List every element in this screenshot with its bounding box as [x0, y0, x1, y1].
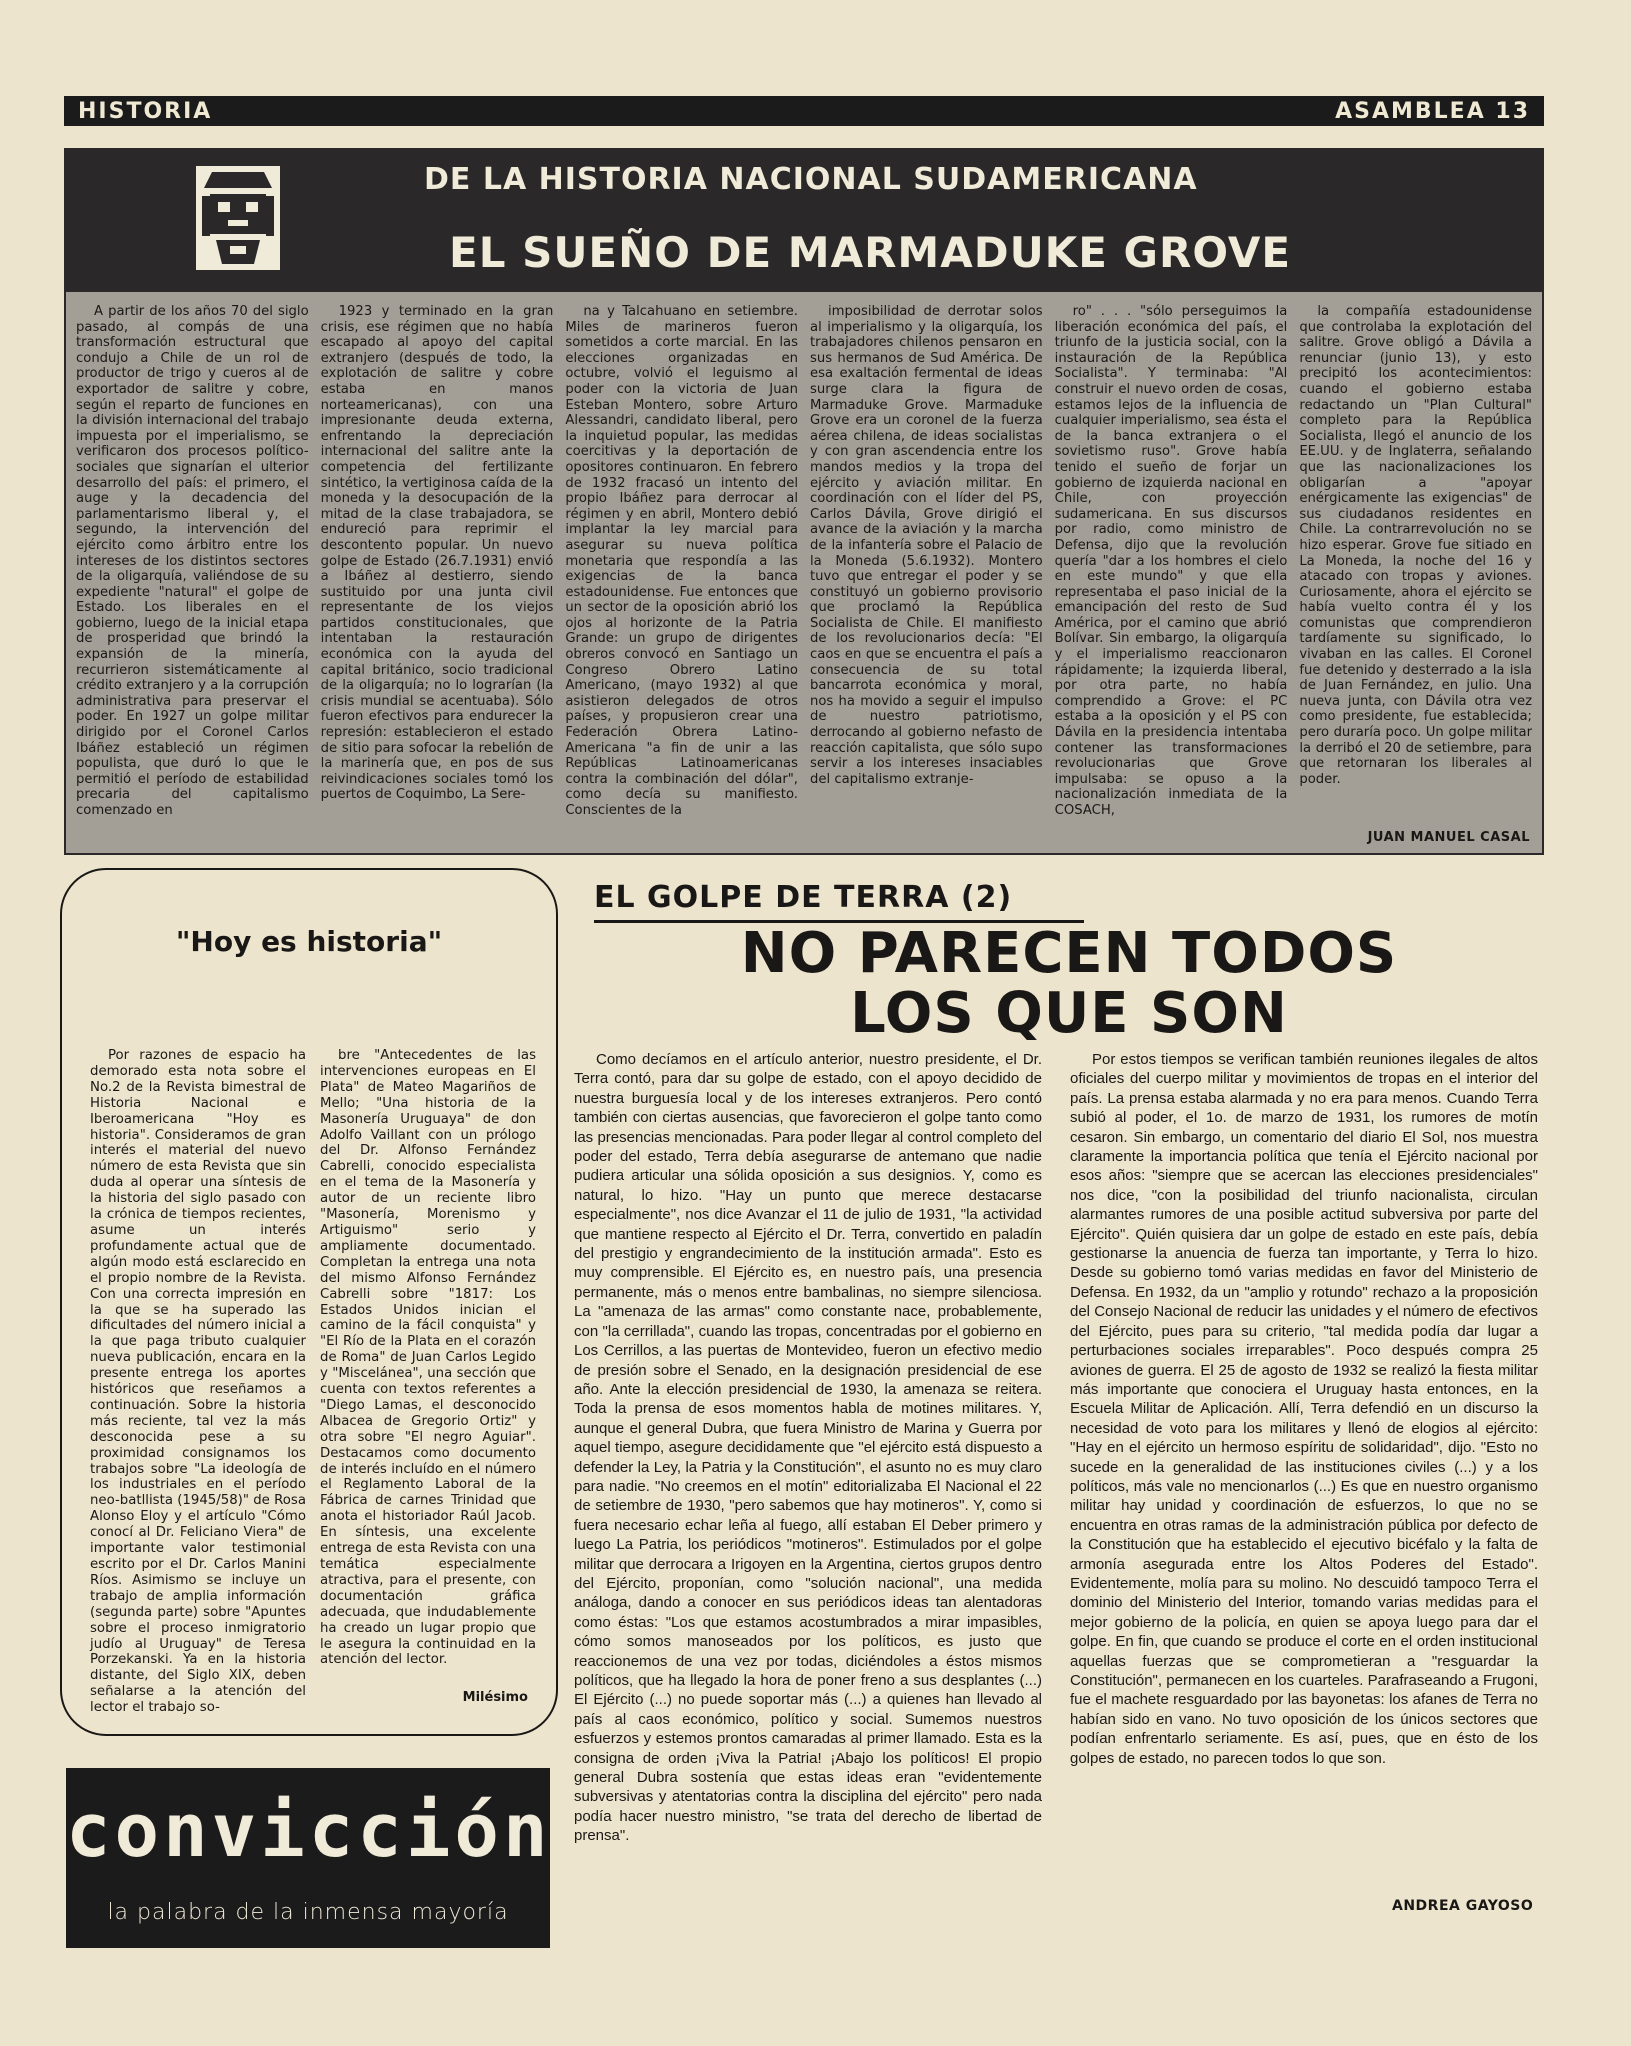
grove-column-5: ro" . . . "sólo perseguimos la liberación económica del país, el triunfo de la justicia social, con la instauración de la República Socialista". Y terminaba: "Al construir el nuevo orden de cosas, estamos lejos de la influencia de cualquier imperialismo, sea ésta el de la banca extranjera o el sovietismo ruso". Grove había tenido el sueño de forjar un gobierno de izquierda nacional en Chile, con proyección sudamericana. En sus discursos por radio, como ministro de Defensa, dijo que la revolución quería "dar a los hombres el cielo en este mundo" y que ella representaba el paso inicial de la emancipación del resto de Sud América, por el camino que abrió Bolívar. Sin embargo, la oligarquía y el imperialismo reaccionaron rápidamente; la izquierda liberal, por otra parte, no había comprendido a Grove: el PC estaba a la oposición y el PS con Dávila en la presidencia intentaba contener las transformaciones revolucionarias que Grove impulsaba: se opuso a la nacionalización inmediata de la COSACH,: [1054, 304, 1288, 818]
page-label: ASAMBLEA 13: [1335, 98, 1530, 124]
terra-byline: ANDREA GAYOSO: [1392, 1898, 1534, 1914]
terra-column-1: Como decíamos en el artículo anterior, nuestro presidente, el Dr. Terra contó, para dar su golpe de estado, con el apoyo decidido de nuestra burguesía local y de los intereses extranjeros. Pero contó también con ciertas ausencias, que favorecieron el golpe tanto como las presencias mencionadas. Para poder llegar al control completo del poder del estado, Terra debía asegurarse de antemano que nadie pudiera articular una sólida oposición a sus designios. Y, como es natural, lo hizo. "Hay un punto que merece destacarse especialmente", nos dice Avanzar el 11 de julio de 1931, "la actividad que mantiene respecto al Ejército el Dr. Terra, convertido en paladín del prestigio y engrandecimiento de la institución armada". Esto es muy comprensible. El Ejército es, en nuestro país, una presencia permanente, más o menos entre bambalinas, no siempre silenciosa. La "amenaza de las armas" como constante nace, probablemente, con "la cerrillada", cuando las tropas, concentradas por el gobierno en Los Cerrillos, a las puertas de Montevideo, fueron un efectivo medio de presión sobre el Senado, en la designación presidencial de ese año. Ante la elección presidencial de 1930, la amenaza se reitera. Toda la prensa de esos momentos habla de motines militares. Y, aunque el general Dubra, que fuera Ministro de Marina y Guerra por aquel tiempo, asegure decididamente que "el ejército está dispuesto a defender la Ley, la Patria y la Constitución", el asunto no es muy claro para nadie. "No creemos en el motín" editorializaba El Nacional el 22 de setiembre de 1930, "pero sabemos que hay motineros". Y, como si fuera necesario echar leña al fuego, allí estaban El Deber primero y luego La Patria, los periódicos "motineros". Estimulados por el golpe militar que derrocara a Irigoyen en la Argentina, ciertos grupos dentro del Ejército, proponían, como "solución nacional", una medida análoga, dando a conocer en sus periódicos ideas tan alentadoras como éstas: "Los que estamos acostumbrados a mirar impasibles, cómo somos manoseados por los políticos, es justo que reaccionemos de una vez por todas, diciéndoles a éstos mismos políticos, que ha llegado la hora de poner freno a sus desplantes (...) El Ejército (...) no puede soportar más (...) a quienes han llevado al país al caos económico, político y social. Sumemos nuestros esfuerzos y estemos prontos camaradas al primer llamado. Esta es la consigna de orden ¡Viva la Patria! ¡Abajo los políticos! El propio general Dubra sostenía que estas ideas eran "evidentemente subversivas y atentatorias contra la disciplina del ejército" pero nada podía hacer nuestro ministro, "se trata del derecho de libertad de prensa".: [574, 1051, 1042, 1845]
terra-kicker: EL GOLPE DE TERRA (2): [594, 880, 1084, 923]
grove-column-6: la compañía estadounidense que controlaba la explotación del salitre. Grove obligó a Dávila a renunciar (junio 13), y esto precipitó los acontecimientos: cuando el gobierno estaba redactando un "Plan Cultural" completo para la República Socialista, llegó el anuncio de los EE.UU. y de Inglaterra, señalando que las nacionalizaciones los obligarían a "apoyar enérgicamente las exigencias" de sus ciudadanos residentes en Chile. La contrarrevolución no se hizo esperar. Grove fue sitiado en La Moneda, la noche del 16 y atacado con tropas y aviones. Curiosamente, ahora el ejército se había vuelto contra él y los comunistas que comprendieron tardíamente su significado, lo vivaban en las calles. El Coronel fue detenido y desterrado a la isla de Juan Fernández, en julio. Una nueva junta, con Dávila otra vez como presidente, fue establecida; pero duraría poco. Un golpe militar la derribó el 20 de setiembre, para que retornaran los liberales al poder.: [1299, 304, 1532, 787]
grove-column-2: 1923 y terminado en la gran crisis, ese régimen que no había escapado al apoyo del capital extranjero (después de todo, la explotación de salitre y cobre estaba en manos norteamericanas), con una impresionante deuda externa, enfrentando la depreciación internacional del salitre ante la competencia del fertilizante sintético, la vertiginosa caída de la moneda y la desocupación de la mitad de la clase trabajadora, se endureció para reprimir el descontento popular. Un nuevo golpe de Estado (26.7.1931) envió a Ibáñez al destierro, siendo sustituido por una junta civil representante de los viejos partidos constitucionales, que intentaban la restauración económica con la ayuda del capital británico, socio tradicional de la oligarquía; no lo lograrían (la crisis mundial se acentuaba). Sólo fueron efectivos para endurecer la represión: establecieron el estado de sitio para sofocar la rebelión de la marinería que, en pos de sus reivindicaciones sociales tomó los puertos de Coquimbo, La Sere-: [320, 304, 554, 803]
banner-headline: EL SUEÑO DE MARMADUKE GROVE: [449, 228, 1292, 277]
terra-column-2: Por estos tiempos se verifican también reuniones ilegales de altos oficiales del cuerpo militar y movimientos de tropas en el interior del país. La prensa estaba alarmada y no era para menos. Cuando Terra subió al poder, el 1o. de marzo de 1931, los rumores de motín cesaron. Sin embargo, un comentario del diario El Sol, nos muestra claramente la importancia política que tenía el Ejército nacional por esos años: "siempre que se acercan las elecciones presidenciales" nos dice, "con la posibilidad del triunfo nacionalista, circulan alarmantes rumores de una posible actitud subversiva por parte del Ejército". Quién quisiera dar un golpe de estado en este país, debía gestionarse la anuencia de fuerza tan importante, y Terra lo hizo. Desde su gobierno tomó varias medidas en favor del Ministerio de Defensa. En 1932, da un "amplio y rotundo" rechazo a la proposición del Consejo Nacional de reducir las unidades y el número de efectivos del Ejército, pues para su criterio, "tal medida podía dar lugar a perturbaciones sociales irreparables". Poco después compra 25 aviones de guerra. El 25 de agosto de 1932 se realizó la fiesta militar más importante que conociera el Uruguay hasta entonces, en la Escuela Militar de Aplicación. Allí, Terra defendió en un discurso la necesidad de voto para los militares y llenó de elogios al ejército: "Hay en el ejército un hermoso espíritu de solidaridad", dijo. "Esto no sucede en la generalidad de las instituciones civiles (...) y a los políticos, más vale no mencionarlos (...) Es que en nuestro organismo militar hay unidad y coordinación de esfuerzos, lo que no se encuentra en otras ramas de la administración pública por defecto de la Constitución que ha establecido el ejecutivo bicéfalo y la falta de armonía asegurada entre los Altos Poderes del Estado". Evidentemente, molía para su molino. No descuidó tampoco Terra el dominio del Ministerio del Interior, tomando varias medidas para el mejor gobierno de la policía, en quien se apoya luego para dar el golpe. En fin, que cuando se produce el corte en el orden institucional aquellas fuerzas que se comprometieran a "resguardar la Constitución", permanecen en los cuarteles. Parafraseando a Frugoni, fue el machete resguardado por las bayonetas: los afanes de Terra no habían sido en vano. No tuvo oposición de los únicos sectores que podían enfrentarlo seriamente. Es así, pues, que en ésto de los golpes de estado, no parecen todos lo que son.: [1070, 1051, 1538, 1767]
hoy-byline: Milésimo: [462, 1690, 528, 1705]
grove-column-4: imposibilidad de derrotar solos al imperialismo y la oligarquía, los trabajadores chilenos pensaron en sus hermanos de Sud América. De esa exaltación fermental de ideas surge clara la figura de Marmaduke Grove. Marmaduke Grove era un coronel de la fuerza aérea chilena, de ideas socialistas y con gran ascendencia entre los mandos medios y la tropa del ejército y aviación militar. En coordinación con el líder del PS, Carlos Dávila, Grove dirigió el avance de la aviación y la marcha de la infantería sobre el Palacio de la Moneda (5.6.1932). Montero tuvo que entregar el poder y se constituyó un gobierno provisorio que proclamó la República Socialista de Chile. El manifiesto de los revolucionarios decía: "El caos en que se encuentra el país a consecuencia de su total bancarrota económica y moral, nos ha movido a seguir el impulso de nuestro patriotismo, derrocando al gobierno nefasto de reacción capitalista, que sólo supo servir a los intereses insaciables del capitalismo extranje-: [810, 304, 1043, 787]
banner-kicker: DE LA HISTORIA NACIONAL SUDAMERICANA: [424, 162, 1198, 197]
terra-headline-line-2: LOS QUE SON: [850, 981, 1288, 1046]
terra-article: [574, 1050, 1538, 1910]
terra-headline-line-1: NO PARECEN TODOS: [740, 921, 1398, 986]
hoy-column-1: Por razones de espacio ha demorado esta nota sobre el No.2 de la Revista bimestral de Historia Nacional e Iberoamericana "Hoy es historia". Consideramos de gran interés el material del nuevo número de esta Revista que sin duda al operar una síntesis de la historia del siglo pasado con la crónica de tiempos recientes, asume un interés profundamente actual que de algún modo está esclarecido en el propio nombre de la Revista. Con una correcta impresión en la que se ha superado las dificultades del número inicial a la que paga tributo cualquier nueva publicación, encara en la presente entrega los aportes históricos que reseñamos a continuación. Sobre la historia más reciente, tal vez la más desconocida pese a su proximidad consignamos los trabajos sobre "La ideología de los industriales en el período neo-batllista (1945/58)" de Rosa Alonso Eloy y el artículo "Cómo conocí al Dr. Feliciano Viera" de importante valor testimonial escrito por el Dr. Carlos Manini Ríos. Asimismo se incluye un trabajo de amplia información (segunda parte) sobre "Apuntes sobre el proceso inmigratorio judío al Uruguay" de Teresa Porzekanski. Ya en la historia distante, del Siglo XIX, deben señalarse a la atención del lector el trabajo so-: [90, 1048, 306, 1716]
grove-byline: JUAN MANUEL CASAL: [1367, 830, 1530, 845]
grove-column-1: A partir de los años 70 del siglo pasado, al compás de una transformación estructural que condujo a Chile de un rol de productor de trigo y cueros al de exportador de salitre y cobre, según el reparto de funciones en la división internacional del trabajo impuesta por el imperialismo, se verificaron dos procesos político-sociales que signarían el ulterior desarrollo del país: el primero, el auge y la decadencia del parlamentarismo liberal y, el segundo, la intervención del ejército como árbitro entre los intereses de los distintos sectores de la oligarquía, valiéndose de su expediente "natural" el golpe de Estado. Los liberales en el gobierno, luego de la inicial etapa de prosperidad que brindó la expansión de la minería, recurrieron sistemáticamente al crédito extranjero y a la corrupción administrativa para preservar el poder. En 1927 un golpe militar dirigido por el Coronel Carlos Ibáñez estableció un régimen populista, que duró lo que le permitió el período de estabilidad precaria del capitalismo comenzado en: [76, 304, 309, 818]
grove-article: [64, 290, 1544, 855]
ad-brand: convicción: [66, 1788, 552, 1874]
ad-tagline: la palabra de la inmensa mayoría: [107, 1900, 509, 1925]
hoy-es-historia-box: [60, 868, 558, 1736]
aztec-mask-icon: [192, 162, 284, 274]
hoy-title: "Hoy es historia": [175, 925, 443, 958]
section-name: HISTORIA: [78, 98, 213, 124]
grove-column-3: na y Talcahuano en setiembre. Miles de marineros fueron sometidos a corte marcial. En las elecciones organizadas en octubre, volvió el leguismo al poder con la victoria de Juan Esteban Montero, sobre Arturo Alessandri, candidato liberal, pero la inquietud popular, las medidas coercitivas y la deportación de opositores continuaron. En febrero de 1932 fracasó un intento del propio Ibáñez para derrocar al régimen y en abril, Montero debió implantar la ley marcial para asegurar su nueva política monetaria que respondía a las exigencias de la banca estadounidense. Fue entonces que un sector de la oposición abrió los ojos al horizonte de la Patria Grande: un grupo de dirigentes obreros convocó en Santiago un Congreso Obrero Latino Americano, (mayo 1932) al que asistieron delegados de otros países, y propusieron crear una Federación Obrera Latino-Americana "a fin de unir a las Repúblicas Latinoamericanas contra la combinación del dólar", como decía su manifiesto. Conscientes de la: [565, 304, 798, 818]
terra-headline: [594, 921, 1544, 1046]
conviccion-ad: [66, 1768, 550, 1948]
hoy-column-2: bre "Antecedentes de las intervenciones europeas en El Plata" de Mateo Magariños de Mello; "Una historia de la Masonería Uruguaya" de don Adolfo Vaillant con un prólogo del Dr. Alfonso Fernández Cabrelli, conocido especialista en el tema de la Masonería y autor de un reciente libro "Masonería, Morenismo y Artiguismo" serio y ampliamente documentado. Completan la entrega una nota del mismo Alfonso Fernández Cabrelli sobre "1817: Los Estados Unidos inician el camino de la fácil conquista" y "El Río de la Plata en el corazón de Roma" de Juan Carlos Legido y "Miscelánea", una sección que cuenta con textos referentes a "Diego Lamas, el desconocido Albacea de Gregorio Ortiz" y otra sobre "El negro Aguiar". Destacamos como documento de interés incluído en el número el Reglamento Laboral de la Fábrica de carnes Trinidad que anota el historiador Raúl Jacob. En síntesis, una excelente entrega de esta Revista con una temática especialmente atractiva, para el presente, con documentación gráfica adecuada, que indudablemente ha creado un lugar propio que le asegura la continuidad en la atención del lector.: [320, 1048, 536, 1668]
historia-banner: [64, 148, 1544, 290]
section-header-bar: [64, 96, 1544, 126]
